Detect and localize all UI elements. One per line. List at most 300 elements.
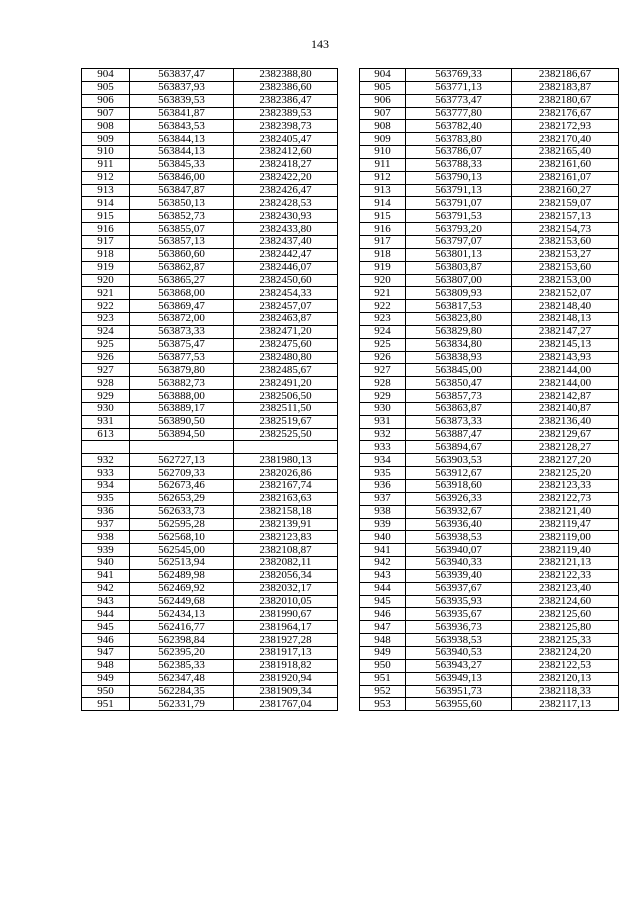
x-coordinate-cell: 563838,93 xyxy=(406,351,512,364)
x-coordinate-cell: 562434,13 xyxy=(130,608,234,621)
point-number-cell: 931 xyxy=(360,415,406,428)
x-coordinate-cell: 563940,33 xyxy=(406,557,512,570)
x-coordinate-cell: 563951,73 xyxy=(406,685,512,698)
x-coordinate-cell: 562633,73 xyxy=(130,505,234,518)
x-coordinate-cell: 563936,73 xyxy=(406,621,512,634)
table-row xyxy=(82,274,338,287)
y-coordinate-cell: 2382119,47 xyxy=(512,518,619,531)
table-row xyxy=(360,505,619,518)
coordinates-table-right-body xyxy=(360,69,619,711)
point-number-cell: 945 xyxy=(82,621,130,634)
table-row xyxy=(82,595,338,608)
point-number-cell: 910 xyxy=(360,146,406,159)
x-coordinate-cell: 563926,33 xyxy=(406,492,512,505)
point-number-cell: 934 xyxy=(360,454,406,467)
table-row xyxy=(82,672,338,685)
table-row xyxy=(82,621,338,634)
point-number-cell: 906 xyxy=(82,94,130,107)
table-row xyxy=(82,505,338,518)
y-coordinate-cell: 2382125,60 xyxy=(512,608,619,621)
coordinates-table-left xyxy=(81,68,338,711)
y-coordinate-cell: 2382136,40 xyxy=(512,415,619,428)
y-coordinate-cell: 2382129,67 xyxy=(512,428,619,441)
y-coordinate-cell: 2382180,67 xyxy=(512,94,619,107)
y-coordinate-cell: 2382145,13 xyxy=(512,338,619,351)
table-row xyxy=(82,659,338,672)
y-coordinate-cell: 2382128,27 xyxy=(512,441,619,454)
table-row xyxy=(360,595,619,608)
table-row xyxy=(360,582,619,595)
y-coordinate-cell: 2382056,34 xyxy=(234,569,338,582)
point-number-cell: 921 xyxy=(360,287,406,300)
point-number-cell: 922 xyxy=(82,300,130,313)
y-coordinate-cell: 2381964,17 xyxy=(234,621,338,634)
point-number-cell: 947 xyxy=(82,646,130,659)
x-coordinate-cell: 563809,93 xyxy=(406,287,512,300)
table-row xyxy=(82,133,338,146)
point-number-cell: 929 xyxy=(82,390,130,403)
point-number-cell: 921 xyxy=(82,287,130,300)
point-number-cell: 927 xyxy=(82,364,130,377)
table-row xyxy=(82,107,338,120)
point-number-cell: 939 xyxy=(82,544,130,557)
x-coordinate-cell: 563801,13 xyxy=(406,248,512,261)
point-number-cell: 913 xyxy=(360,184,406,197)
table-row xyxy=(82,428,338,441)
x-coordinate-cell: 562727,13 xyxy=(130,454,234,467)
point-number-cell: 948 xyxy=(360,634,406,647)
point-number-cell: 950 xyxy=(82,685,130,698)
point-number-cell: 932 xyxy=(360,428,406,441)
table-row xyxy=(82,146,338,159)
table-row xyxy=(360,569,619,582)
y-coordinate-cell: 2382142,87 xyxy=(512,390,619,403)
y-coordinate-cell: 2381917,13 xyxy=(234,646,338,659)
x-coordinate-cell: 563803,87 xyxy=(406,261,512,274)
point-number-cell: 952 xyxy=(360,685,406,698)
point-number-cell: 912 xyxy=(360,171,406,184)
x-coordinate-cell: 563888,00 xyxy=(130,390,234,403)
table-row xyxy=(82,197,338,210)
y-coordinate-cell: 2382454,33 xyxy=(234,287,338,300)
point-number-cell: 925 xyxy=(360,338,406,351)
point-number-cell: 904 xyxy=(360,69,406,82)
x-coordinate-cell: 562489,98 xyxy=(130,569,234,582)
point-number-cell: 918 xyxy=(82,248,130,261)
table-row xyxy=(82,223,338,236)
table-row xyxy=(82,569,338,582)
point-number-cell: 944 xyxy=(82,608,130,621)
table-row xyxy=(82,261,338,274)
x-coordinate-cell: 563863,87 xyxy=(406,402,512,415)
table-row xyxy=(360,120,619,133)
table-row xyxy=(360,672,619,685)
table-row xyxy=(360,557,619,570)
point-number-cell: 930 xyxy=(82,402,130,415)
point-number-cell: 918 xyxy=(360,248,406,261)
table-row xyxy=(82,634,338,647)
table-row xyxy=(360,518,619,531)
x-coordinate-cell: 563829,80 xyxy=(406,325,512,338)
x-coordinate-cell: 563894,50 xyxy=(130,428,234,441)
table-row xyxy=(82,158,338,171)
table-row xyxy=(82,338,338,351)
table-row xyxy=(360,197,619,210)
point-number-cell: 920 xyxy=(82,274,130,287)
table-row xyxy=(82,531,338,544)
table-row xyxy=(82,557,338,570)
point-number-cell: 907 xyxy=(82,107,130,120)
y-coordinate-cell: 2382124,20 xyxy=(512,646,619,659)
point-number-cell: 919 xyxy=(360,261,406,274)
point-number-cell: 911 xyxy=(360,158,406,171)
table-row xyxy=(360,364,619,377)
x-coordinate-cell: 563850,13 xyxy=(130,197,234,210)
point-number-cell: 946 xyxy=(360,608,406,621)
y-coordinate-cell: 2382506,50 xyxy=(234,390,338,403)
x-coordinate-cell: 563865,27 xyxy=(130,274,234,287)
x-coordinate-cell: 563846,00 xyxy=(130,171,234,184)
table-row xyxy=(82,287,338,300)
y-coordinate-cell: 2382143,93 xyxy=(512,351,619,364)
y-coordinate-cell: 2382428,53 xyxy=(234,197,338,210)
point-number-cell: 908 xyxy=(360,120,406,133)
table-row xyxy=(360,235,619,248)
point-number-cell: 936 xyxy=(360,480,406,493)
y-coordinate-cell: 2382144,00 xyxy=(512,364,619,377)
x-coordinate-cell: 563935,67 xyxy=(406,608,512,621)
x-coordinate-cell: 563850,47 xyxy=(406,377,512,390)
table-row xyxy=(82,390,338,403)
table-row xyxy=(360,158,619,171)
point-number-cell: 933 xyxy=(360,441,406,454)
y-coordinate-cell: 2382139,91 xyxy=(234,518,338,531)
y-coordinate-cell: 2382186,67 xyxy=(512,69,619,82)
y-coordinate-cell: 2382127,20 xyxy=(512,454,619,467)
y-coordinate-cell xyxy=(234,441,338,454)
table-row xyxy=(360,146,619,159)
x-coordinate-cell: 563844,13 xyxy=(130,133,234,146)
x-coordinate-cell: 563845,00 xyxy=(406,364,512,377)
x-coordinate-cell: 563875,47 xyxy=(130,338,234,351)
table-row xyxy=(82,313,338,326)
x-coordinate-cell: 563769,33 xyxy=(406,69,512,82)
y-coordinate-cell: 2382153,27 xyxy=(512,248,619,261)
point-number-cell: 940 xyxy=(82,557,130,570)
point-number-cell: 953 xyxy=(360,698,406,711)
x-coordinate-cell: 563894,67 xyxy=(406,441,512,454)
table-row xyxy=(360,428,619,441)
coordinates-table-left-body xyxy=(82,69,338,711)
y-coordinate-cell: 2382398,73 xyxy=(234,120,338,133)
table-row xyxy=(360,621,619,634)
table-row xyxy=(360,69,619,82)
x-coordinate-cell: 563862,87 xyxy=(130,261,234,274)
x-coordinate-cell: 562469,92 xyxy=(130,582,234,595)
y-coordinate-cell: 2382430,93 xyxy=(234,210,338,223)
x-coordinate-cell: 563791,07 xyxy=(406,197,512,210)
point-number-cell: 938 xyxy=(360,505,406,518)
x-coordinate-cell: 563868,00 xyxy=(130,287,234,300)
y-coordinate-cell: 2382463,87 xyxy=(234,313,338,326)
y-coordinate-cell: 2382161,07 xyxy=(512,171,619,184)
table-row xyxy=(82,544,338,557)
x-coordinate-cell: 563777,80 xyxy=(406,107,512,120)
x-coordinate-cell: 563890,50 xyxy=(130,415,234,428)
y-coordinate-cell: 2382120,13 xyxy=(512,672,619,685)
point-number-cell: 920 xyxy=(360,274,406,287)
point-number-cell xyxy=(82,441,130,454)
table-row xyxy=(82,120,338,133)
x-coordinate-cell: 562449,68 xyxy=(130,595,234,608)
y-coordinate-cell: 2382152,07 xyxy=(512,287,619,300)
y-coordinate-cell: 2382172,93 xyxy=(512,120,619,133)
table-row xyxy=(82,81,338,94)
x-coordinate-cell: 562331,79 xyxy=(130,698,234,711)
point-number-cell: 950 xyxy=(360,659,406,672)
y-coordinate-cell: 2382426,47 xyxy=(234,184,338,197)
point-number-cell: 925 xyxy=(82,338,130,351)
point-number-cell: 906 xyxy=(360,94,406,107)
y-coordinate-cell: 2382121,13 xyxy=(512,557,619,570)
point-number-cell: 916 xyxy=(82,223,130,236)
table-row xyxy=(360,287,619,300)
point-number-cell: 927 xyxy=(360,364,406,377)
x-coordinate-cell: 562398,84 xyxy=(130,634,234,647)
x-coordinate-cell: 563791,13 xyxy=(406,184,512,197)
table-row xyxy=(360,377,619,390)
point-number-cell: 910 xyxy=(82,146,130,159)
y-coordinate-cell: 2381927,28 xyxy=(234,634,338,647)
point-number-cell: 951 xyxy=(82,698,130,711)
table-row xyxy=(82,441,338,454)
point-number-cell: 922 xyxy=(360,300,406,313)
y-coordinate-cell: 2382446,07 xyxy=(234,261,338,274)
y-coordinate-cell: 2382433,80 xyxy=(234,223,338,236)
y-coordinate-cell: 2382386,47 xyxy=(234,94,338,107)
point-number-cell: 932 xyxy=(82,454,130,467)
x-coordinate-cell: 563938,53 xyxy=(406,531,512,544)
table-row xyxy=(360,544,619,557)
y-coordinate-cell: 2382450,60 xyxy=(234,274,338,287)
point-number-cell: 937 xyxy=(360,492,406,505)
y-coordinate-cell: 2382485,67 xyxy=(234,364,338,377)
y-coordinate-cell: 2382491,20 xyxy=(234,377,338,390)
y-coordinate-cell: 2382158,18 xyxy=(234,505,338,518)
point-number-cell: 929 xyxy=(360,390,406,403)
x-coordinate-cell xyxy=(130,441,234,454)
x-coordinate-cell: 562568,10 xyxy=(130,531,234,544)
y-coordinate-cell: 2382121,40 xyxy=(512,505,619,518)
table-row xyxy=(82,210,338,223)
x-coordinate-cell: 563938,53 xyxy=(406,634,512,647)
y-coordinate-cell: 2382108,87 xyxy=(234,544,338,557)
table-row xyxy=(82,248,338,261)
point-number-cell: 914 xyxy=(360,197,406,210)
y-coordinate-cell: 2382122,73 xyxy=(512,492,619,505)
table-row xyxy=(360,531,619,544)
y-coordinate-cell: 2382117,13 xyxy=(512,698,619,711)
table-row xyxy=(360,492,619,505)
table-row xyxy=(360,698,619,711)
point-number-cell: 947 xyxy=(360,621,406,634)
x-coordinate-cell: 563843,53 xyxy=(130,120,234,133)
y-coordinate-cell: 2382422,20 xyxy=(234,171,338,184)
table-row xyxy=(82,518,338,531)
table-row xyxy=(360,338,619,351)
point-number-cell: 934 xyxy=(82,480,130,493)
x-coordinate-cell: 563797,07 xyxy=(406,235,512,248)
x-coordinate-cell: 563860,60 xyxy=(130,248,234,261)
x-coordinate-cell: 563783,80 xyxy=(406,133,512,146)
y-coordinate-cell: 2382176,67 xyxy=(512,107,619,120)
x-coordinate-cell: 563879,80 xyxy=(130,364,234,377)
point-number-cell: 905 xyxy=(360,81,406,94)
point-number-cell: 919 xyxy=(82,261,130,274)
point-number-cell: 912 xyxy=(82,171,130,184)
y-coordinate-cell: 2382160,27 xyxy=(512,184,619,197)
point-number-cell: 909 xyxy=(82,133,130,146)
y-coordinate-cell: 2382511,50 xyxy=(234,402,338,415)
point-number-cell: 908 xyxy=(82,120,130,133)
y-coordinate-cell: 2382144,00 xyxy=(512,377,619,390)
y-coordinate-cell: 2382519,67 xyxy=(234,415,338,428)
x-coordinate-cell: 563869,47 xyxy=(130,300,234,313)
y-coordinate-cell: 2381920,94 xyxy=(234,672,338,685)
x-coordinate-cell: 562545,00 xyxy=(130,544,234,557)
x-coordinate-cell: 563852,73 xyxy=(130,210,234,223)
page-number: 143 xyxy=(311,37,329,51)
table-row xyxy=(82,325,338,338)
table-row xyxy=(82,69,338,82)
point-number-cell: 939 xyxy=(360,518,406,531)
x-coordinate-cell: 562347,48 xyxy=(130,672,234,685)
y-coordinate-cell: 2382480,80 xyxy=(234,351,338,364)
x-coordinate-cell: 563786,07 xyxy=(406,146,512,159)
table-row xyxy=(360,646,619,659)
point-number-cell: 937 xyxy=(82,518,130,531)
x-coordinate-cell: 563855,07 xyxy=(130,223,234,236)
x-coordinate-cell: 562513,94 xyxy=(130,557,234,570)
x-coordinate-cell: 562385,33 xyxy=(130,659,234,672)
y-coordinate-cell: 2382153,60 xyxy=(512,261,619,274)
x-coordinate-cell: 563837,93 xyxy=(130,81,234,94)
point-number-cell: 917 xyxy=(82,235,130,248)
x-coordinate-cell: 563873,33 xyxy=(130,325,234,338)
y-coordinate-cell: 2382123,40 xyxy=(512,582,619,595)
x-coordinate-cell: 563873,33 xyxy=(406,415,512,428)
table-row xyxy=(360,300,619,313)
y-coordinate-cell: 2382125,20 xyxy=(512,467,619,480)
x-coordinate-cell: 562395,20 xyxy=(130,646,234,659)
x-coordinate-cell: 562673,46 xyxy=(130,480,234,493)
table-row xyxy=(360,94,619,107)
point-number-cell: 933 xyxy=(82,467,130,480)
point-number-cell: 923 xyxy=(360,313,406,326)
point-number-cell: 909 xyxy=(360,133,406,146)
y-coordinate-cell: 2382123,33 xyxy=(512,480,619,493)
x-coordinate-cell: 563903,53 xyxy=(406,454,512,467)
point-number-cell: 945 xyxy=(360,595,406,608)
table-row xyxy=(360,274,619,287)
table-row xyxy=(360,133,619,146)
x-coordinate-cell: 563943,27 xyxy=(406,659,512,672)
table-row xyxy=(360,81,619,94)
x-coordinate-cell: 563918,60 xyxy=(406,480,512,493)
point-number-cell: 942 xyxy=(82,582,130,595)
table-row xyxy=(82,351,338,364)
x-coordinate-cell: 563771,13 xyxy=(406,81,512,94)
y-coordinate-cell: 2382125,33 xyxy=(512,634,619,647)
x-coordinate-cell: 563857,13 xyxy=(130,235,234,248)
y-coordinate-cell: 2382159,07 xyxy=(512,197,619,210)
table-row xyxy=(82,171,338,184)
y-coordinate-cell: 2382405,47 xyxy=(234,133,338,146)
table-row xyxy=(360,467,619,480)
y-coordinate-cell: 2382119,00 xyxy=(512,531,619,544)
y-coordinate-cell: 2382389,53 xyxy=(234,107,338,120)
x-coordinate-cell: 563955,60 xyxy=(406,698,512,711)
x-coordinate-cell: 562595,28 xyxy=(130,518,234,531)
point-number-cell: 904 xyxy=(82,69,130,82)
y-coordinate-cell: 2382471,20 xyxy=(234,325,338,338)
table-row xyxy=(82,184,338,197)
y-coordinate-cell: 2382082,11 xyxy=(234,557,338,570)
table-row xyxy=(360,685,619,698)
point-number-cell: 915 xyxy=(82,210,130,223)
point-number-cell: 930 xyxy=(360,402,406,415)
point-number-cell: 926 xyxy=(82,351,130,364)
x-coordinate-cell: 563839,53 xyxy=(130,94,234,107)
point-number-cell: 926 xyxy=(360,351,406,364)
x-coordinate-cell: 563793,20 xyxy=(406,223,512,236)
table-row xyxy=(360,608,619,621)
y-coordinate-cell: 2382183,87 xyxy=(512,81,619,94)
table-row xyxy=(360,107,619,120)
point-number-cell: 915 xyxy=(360,210,406,223)
table-row xyxy=(82,364,338,377)
y-coordinate-cell: 2381980,13 xyxy=(234,454,338,467)
y-coordinate-cell: 2382170,40 xyxy=(512,133,619,146)
x-coordinate-cell: 563877,53 xyxy=(130,351,234,364)
point-number-cell: 911 xyxy=(82,158,130,171)
point-number-cell: 931 xyxy=(82,415,130,428)
table-row xyxy=(360,210,619,223)
y-coordinate-cell: 2382154,73 xyxy=(512,223,619,236)
x-coordinate-cell: 563949,13 xyxy=(406,672,512,685)
table-row xyxy=(360,248,619,261)
y-coordinate-cell: 2381990,67 xyxy=(234,608,338,621)
x-coordinate-cell: 563939,40 xyxy=(406,569,512,582)
y-coordinate-cell: 2382157,13 xyxy=(512,210,619,223)
point-number-cell: 943 xyxy=(360,569,406,582)
y-coordinate-cell: 2382119,40 xyxy=(512,544,619,557)
table-row xyxy=(82,698,338,711)
y-coordinate-cell: 2381767,04 xyxy=(234,698,338,711)
x-coordinate-cell: 562653,29 xyxy=(130,492,234,505)
table-row xyxy=(82,646,338,659)
point-number-cell: 948 xyxy=(82,659,130,672)
table-row xyxy=(82,300,338,313)
y-coordinate-cell: 2382418,27 xyxy=(234,158,338,171)
table-row xyxy=(82,467,338,480)
table-row xyxy=(82,454,338,467)
point-number-cell: 914 xyxy=(82,197,130,210)
y-coordinate-cell: 2382163,63 xyxy=(234,492,338,505)
table-row xyxy=(360,261,619,274)
x-coordinate-cell: 563882,73 xyxy=(130,377,234,390)
y-coordinate-cell: 2382124,60 xyxy=(512,595,619,608)
